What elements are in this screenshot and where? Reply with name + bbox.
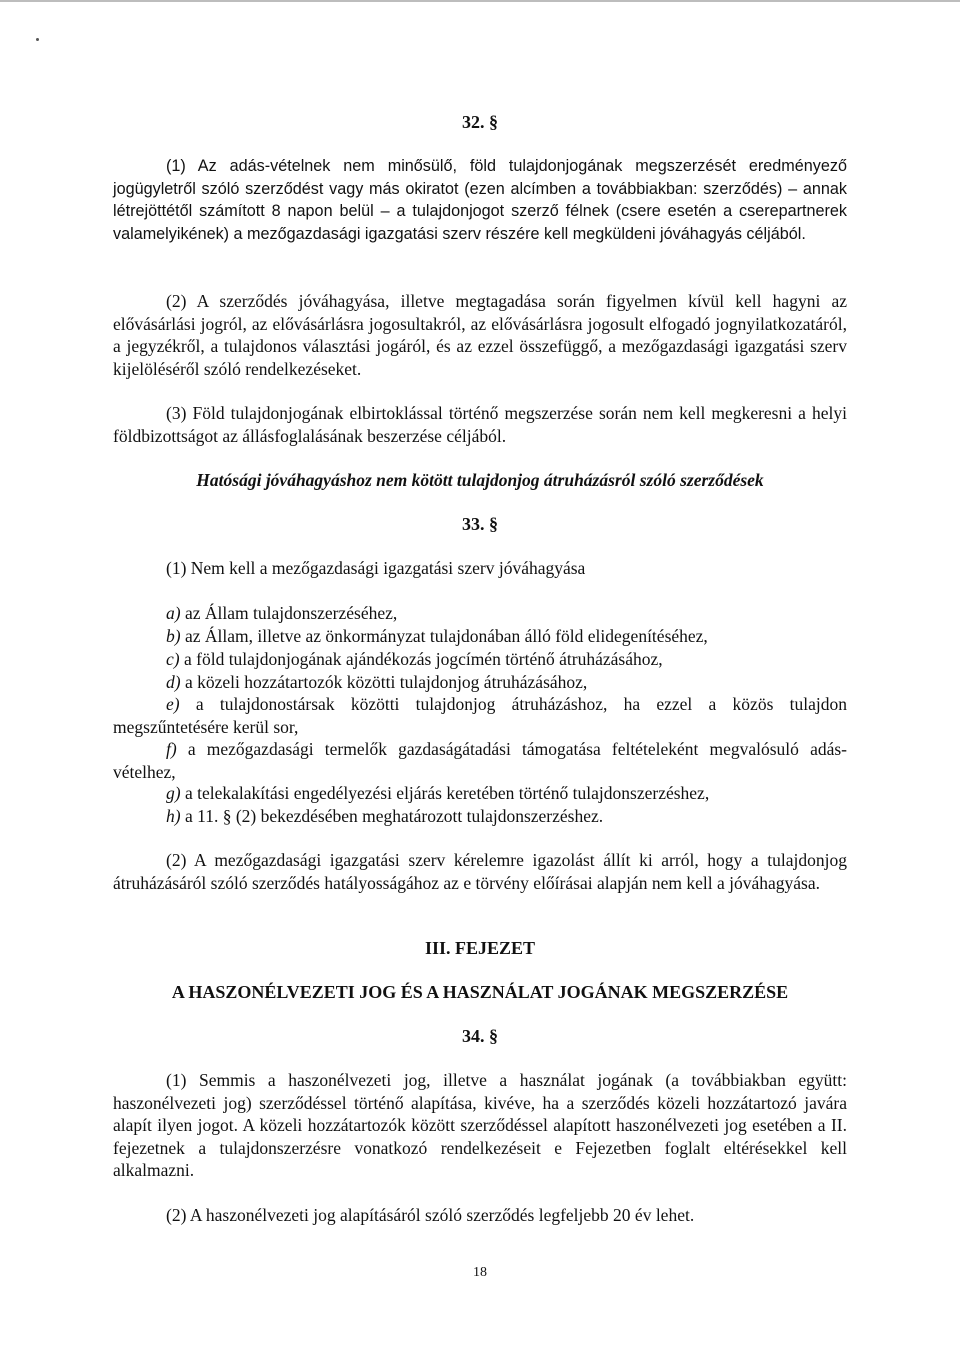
list-item-b: b) az Állam, illetve az önkormányzat tulajdonában álló föld elidegenítéséhez, [166,626,708,646]
section-33-number: 33. § [462,514,498,534]
chapter-number: III. FEJEZET [424,938,536,958]
section-32-paragraph-1: (1) Az adás-vételnek nem minősülő, föld tulajdonjogának megszerzését eredményező jogügyletről szóló szerződést vagy más okiratot (ezen alcímben a továbbiakban: szerződés) – annak létrejöttétől számított 8 napon belül – a tulajdonjogot szerző félnek (csere esetén a cserepartnerek valamelyikének) a mezőgazdasági igazgatási szerv részére kell megküldeni jóváhagyás céljából. [113,157,847,243]
section-32-paragraph-3: (3) Föld tulajdonjogának elbirtoklással történő megszerzése során nem kell megkeresni a helyi földbizottságot az állásfoglalásának beszerzése céljából. [113,403,847,446]
list-item-d: d) a közeli hozzátartozók közötti tulajdonjog átruházásához, [166,672,588,692]
scan-top-border [0,0,960,2]
chapter-title: A HASZONÉLVEZETI JOG ÉS A HASZNÁLAT JOGÁNAK MEGSZERZÉSE [171,982,789,1002]
section-34-number: 34. § [462,1026,498,1046]
page-number: 18 [473,1265,487,1280]
section-34-paragraph-2: (2) A haszonélvezeti jog alapításáról szóló szerződés legfeljebb 20 év lehet. [166,1205,695,1225]
list-item-h: h) a 11. § (2) bekezdésében meghatározott tulajdonszerzéshez. [166,806,604,826]
subtitle-heading: Hatósági jóváhagyáshoz nem kötött tulajdonjog átruházásról szóló szerződések [196,470,764,490]
section-33-paragraph-2: (2) A mezőgazdasági igazgatási szerv kérelemre igazolást állít ki arról, hogy a tulajdonjog átruházásáról szóló szerződés hatályosságához az e törvény előírásai alapján nem kell a jóváhagyása. [113,850,847,893]
section-32-number: 32. § [462,112,498,132]
list-item-g: g) a telekalakítási engedélyezési eljárás keretében történő tulajdonszerzéshez, [166,783,710,803]
section-33-paragraph-1-intro: (1) Nem kell a mezőgazdasági igazgatási szerv jóváhagyása [166,558,586,578]
list-item-a: a) az Állam tulajdonszerzéséhez, [166,603,398,623]
section-32-paragraph-2: (2) A szerződés jóváhagyása, illetve megtagadása során figyelmen kívül kell hagyni az elővásárlási jogról, az elővásárlásra jogosultakról, az elővásárlásra jogosult elfogadó jognyilatkozatáról, a jegyzékről, a tulajdonos választási jogáról, és az ezzel összefüggő, a mezőgazdasági igazgatási szerv kijelöléséről szóló rendelkezéseket. [113,291,847,379]
list-item-e: e) a tulajdonostársak közötti tulajdonjog átruházáshoz, ha ezzel a közös tulajdon megszűntetésére kerül sor, [113,694,847,737]
scan-speck [36,38,39,41]
list-item-c: c) a föld tulajdonjogának ajándékozás jogcímén történő átruházásához, [166,649,663,669]
list-item-f: f) a mezőgazdasági termelők gazdaságátadási támogatása feltételeként megvalósuló adás-vételhez, [113,739,847,782]
section-34-paragraph-1: (1) Semmis a haszonélvezeti jog, illetve a használat jogának (a továbbiakban együtt: haszonélvezeti jog) szerződéssel történő alapítása, kivéve, ha a szerződés közeli hozzátartozó javára alapít ilyen jogot. A közeli hozzátartozók között szerződéssel alapított haszonélvezeti jog esetében a II. fejezetnek a tulajdonszerzésre vonatkozó rendelkezéseit e Fejezetben foglalt eltérésekkel kell alkalmazni. [113,1070,847,1181]
